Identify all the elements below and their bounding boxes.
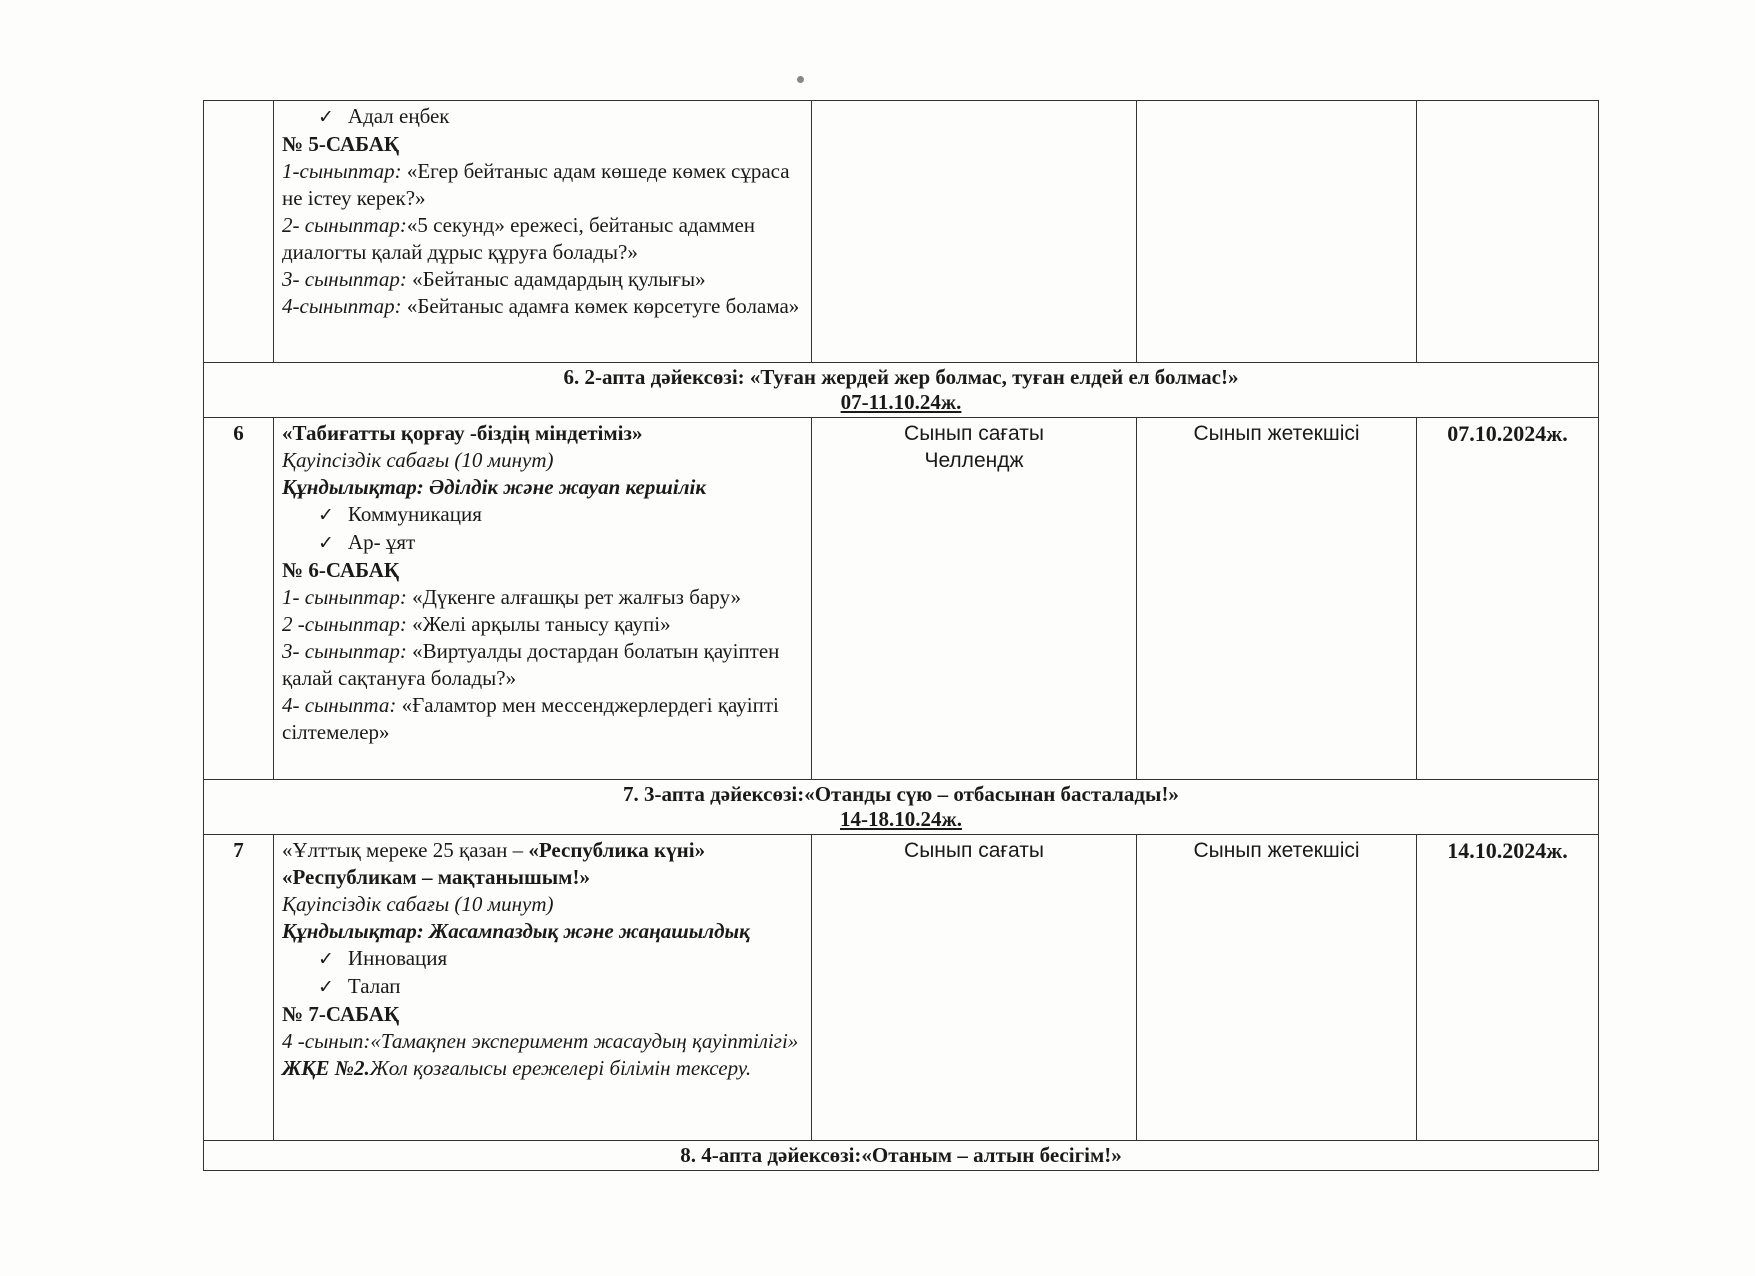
value-check-item: ✓ Инновация <box>282 945 803 973</box>
week-header <box>204 780 1599 835</box>
week-dates: 14-18.10.24ж. <box>840 807 962 831</box>
value-check-item: ✓ Адал еңбек <box>282 103 803 131</box>
grade-item: 4-сыныптар: «Бейтаныс адамға көмек көрсетуге болама» <box>282 294 800 318</box>
lesson-title: № 5-САБАҚ <box>282 132 400 156</box>
lesson-title: № 7-САБАҚ <box>282 1002 400 1026</box>
week-header <box>204 363 1599 418</box>
date-cell <box>1417 101 1599 363</box>
value-check-item: ✓ Коммуникация <box>282 501 803 529</box>
event-title: «Табиғатты қорғау -біздің міндетіміз» <box>282 421 643 445</box>
grade-item: 4 -сынып:«Тамақпен эксперимент жасаудың қауіптілігі» ЖҚЕ №2.Жол қозғалысы ережелері білімін тексеру. <box>282 1029 799 1080</box>
table-row <box>204 835 1599 1141</box>
responsible-cell <box>1137 418 1417 780</box>
week-header-row <box>204 363 1599 418</box>
content-cell <box>274 835 812 1141</box>
grade-item: 4- сыныпта: «Ғаламтор мен мессенджерлердегі қауіпті сілтемелер» <box>282 693 779 744</box>
value-check-item: ✓ Ар- ұят <box>282 529 803 557</box>
row-number-cell: 7 <box>204 835 274 1141</box>
content-cell <box>274 101 812 363</box>
grade-item: 3- сыныптар: «Бейтаныс адамдардың қулығы» <box>282 267 706 291</box>
safety-lesson: Қауіпсіздік сабағы (10 минут) <box>282 448 554 472</box>
scan-speck <box>797 76 804 83</box>
responsible-cell <box>1137 101 1417 363</box>
form-cell <box>812 418 1137 780</box>
table-row <box>204 418 1599 780</box>
row-number-cell <box>204 101 274 363</box>
event-subtitle: «Республикам – мақтанышым!» <box>282 865 590 889</box>
week-header-row <box>204 1141 1599 1171</box>
form-cell <box>812 101 1137 363</box>
grade-item: 2 -сыныптар: «Желі арқылы танысу қаупі» <box>282 612 671 636</box>
week-header-row <box>204 780 1599 835</box>
week-quote: 6. 2-апта дәйексөзі: «Туған жердей жер болмас, туған елдей ел болмас!» <box>563 365 1239 389</box>
lesson-title: № 6-САБАҚ <box>282 558 400 582</box>
date-text: 07.10.2024ж. <box>1447 421 1568 446</box>
form-text: Сынып сағаты <box>904 839 1044 862</box>
form-cell <box>812 835 1137 1141</box>
date-cell <box>1417 835 1599 1141</box>
table-row <box>204 101 1599 363</box>
week-quote: 7. 3-апта дәйексөзі:«Отанды сүю – отбасынан басталады!» <box>623 782 1179 806</box>
grade-item: 3- сыныптар: «Виртуалды достардан болатын қауіптен қалай сақтануға болады?» <box>282 639 780 690</box>
grade-item: 1- сыныптар: «Дүкенге алғашқы рет жалғыз бару» <box>282 585 741 609</box>
grade-item: 1-сыныптар: «Егер бейтаныс адам көшеде көмек сұраса не істеу керек?» <box>282 159 790 210</box>
values-line: Құндылықтар: Әділдік және жауап кершілік <box>282 475 706 499</box>
week-quote: 8. 4-апта дәйексөзі:«Отаным – алтын бесігім!» <box>680 1143 1122 1167</box>
event-plan-table <box>203 100 1599 1171</box>
date-text: 14.10.2024ж. <box>1447 838 1568 863</box>
week-dates: 07-11.10.24ж. <box>840 390 962 414</box>
form-text: Сынып сағаты <box>904 422 1044 445</box>
values-line: Құндылықтар: Жасампаздық және жаңашылдық <box>282 919 750 943</box>
responsible-text: Сынып жетекшісі <box>1193 839 1360 862</box>
value-check-item: ✓ Талап <box>282 973 803 1001</box>
content-cell <box>274 418 812 780</box>
row-number-cell: 6 <box>204 418 274 780</box>
date-cell <box>1417 418 1599 780</box>
form-text: Челлендж <box>924 449 1024 472</box>
week-header <box>204 1141 1599 1171</box>
responsible-cell <box>1137 835 1417 1141</box>
safety-lesson: Қауіпсіздік сабағы (10 минут) <box>282 892 554 916</box>
responsible-text: Сынып жетекшісі <box>1193 422 1360 445</box>
event-title: «Ұлттық мереке 25 қазан – «Республика күні» <box>282 838 706 862</box>
grade-item: 2- сыныптар:«5 секунд» ережесі, бейтаныс адаммен диалогты қалай дұрыс құруға болады?» <box>282 213 756 264</box>
